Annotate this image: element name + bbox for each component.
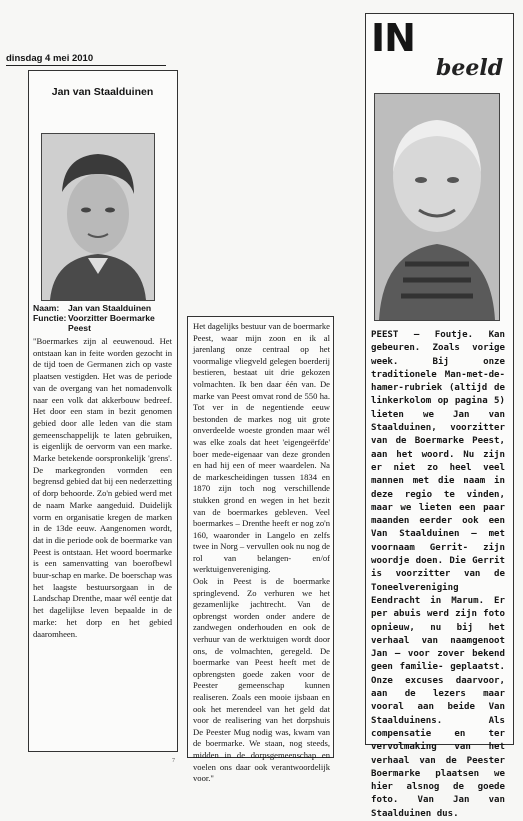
function-label: Functie: [33, 313, 67, 323]
publication-date: dinsdag 4 mei 2010 [6, 53, 94, 64]
portrait-icon [42, 134, 154, 300]
portrait-photo-right [374, 93, 500, 321]
right-article-text: PEEST – Foutje. Kan gebeuren. Zoals vorige week. Bij onze traditionele Man-met-de-hamer-rubriek (altijd de linkerkolom op pagina 5) lieten we Jan van Staalduinen, voorzitter van de Boermarke Peest, aan het woord. Nu zijn er niet zo heel veel mannen met die naam in deze regio te vinden, maar we lieten een paar maanden eerder ook een Van Staalduinen – met voornaam Gerrit- zijn woordje doen. Die Gerrit is voorzitter van de Toneelvereniging Eendracht in Marum. Er per abuis werd zijn foto opnieuw, nu bij het verhaal van naamgenoot Jan – voor zover bekend geen familie- geplaatst. Onze excuses daarvoor, aan de lezers maar vooral aan beide Van Staalduinens. Als compensatie en ter vervolmaking van het verhaal van de Peester Boermarke plaatsen we hier alsnog de goede foto. Van Jan van Staalduinen dus. [371, 330, 505, 819]
name-label: Naam: [33, 303, 60, 313]
in-beeld-subtitle: beeld [436, 55, 504, 81]
date-rule [6, 65, 166, 66]
middle-article-text: Het dagelijks bestuur van de boermarke Peest, waar mijn zoon en ik al jarenlang onze centraal op het voormalige vliegveld gelegen boerderij bestieren, bestaat uit drie gekozen volmachten. Ik ben daar één van. De marke van Peest omvat rond de 550 ha. Tot ver in de negentiende eeuw bestonden de markes nog uit grote onverdeelde woeste gronden maar wél was elke zoals dat heet 'eigengeërfde' boer mede-eigenaar van deze gronden en had hij een of meer waardelen. Na de markescheidingen tussen 1834 en 1870 zijn toch nog verschillende stukken grond en wegen in het bezit van de boermarkes gebleven. Veel boermarkes – Drenthe heeft er nog zo'n 160, waaronder in Langelo en zelfs twee in Norg – vervullen ook nu nog de rol van belangen- en/of werktuigenvereniging. Ook in Peest is de boermarke springlevend. Zo verhuren we het gezamenlijke jachtrecht. Van de opbrengst worden onder andere de zandwegen onderhouden en ook de verhuur van de werktuigen wordt door ons, de volmachten, geregeld. De boermarke van Peest heeft met de opbrengsten goede zaken voor de Peester gemeenschap kunnen realiseren. Zoals een mooie ijsbaan en ook het merendeel van het geld dat voor de realisering van het dorpshuis De Peester Mug nodig was, kwam van de boermarke. We staan, nog steeds, midden in de dorpsgemeenschap en voelen ons daar ook verantwoordelijk voor." [193, 321, 330, 784]
in-beeld-title: IN [371, 16, 415, 60]
left-article-text: "Boermarkes zijn al eeuwenoud. Het ontstaan kan in feite worden gezocht in de tijd toen de Germanen zich op vaste plaatsen vestigden. Het was de periode van de overgang van het nomadenvolk naar een volk dat akkerbouw bedreef. Het door een stam in bezit genomen gebied door alle leden van die stam gemeenschappelijk te laten gebruiken, is eigenlijk de oervorm van een marke. Marke betekende oorspronkelijk 'grens'. De markegronden vormden een begrensd gebied dat bij een nederzetting of dorp behoorde. Zo'n gebied werd met de naam Marke aangeduid. Duidelijk vorm en organisatie kregen de marken in de 13de eeuw. Aangenomen wordt, dat in die periode ook de boermarke van Peest is ontstaan. Het woord boermarke is een samenvatting van boerofbewl buur-schap en marke. De boerschap was het laagste bestuursorgaan in de Landschap Drenthe, maar wél eentje dat het dagelijkse leven bepaalde in de marke: het dorp en het gebied daaromheen. [33, 336, 172, 639]
page-number: 7 [172, 758, 175, 764]
function-value: Voorzitter Boermarke Peest [68, 313, 155, 333]
left-column-header: Jan van Staalduinen [51, 86, 154, 98]
name-value: Jan van Staalduinen [68, 303, 152, 313]
portrait-icon [375, 94, 499, 320]
portrait-photo-left [41, 133, 155, 301]
